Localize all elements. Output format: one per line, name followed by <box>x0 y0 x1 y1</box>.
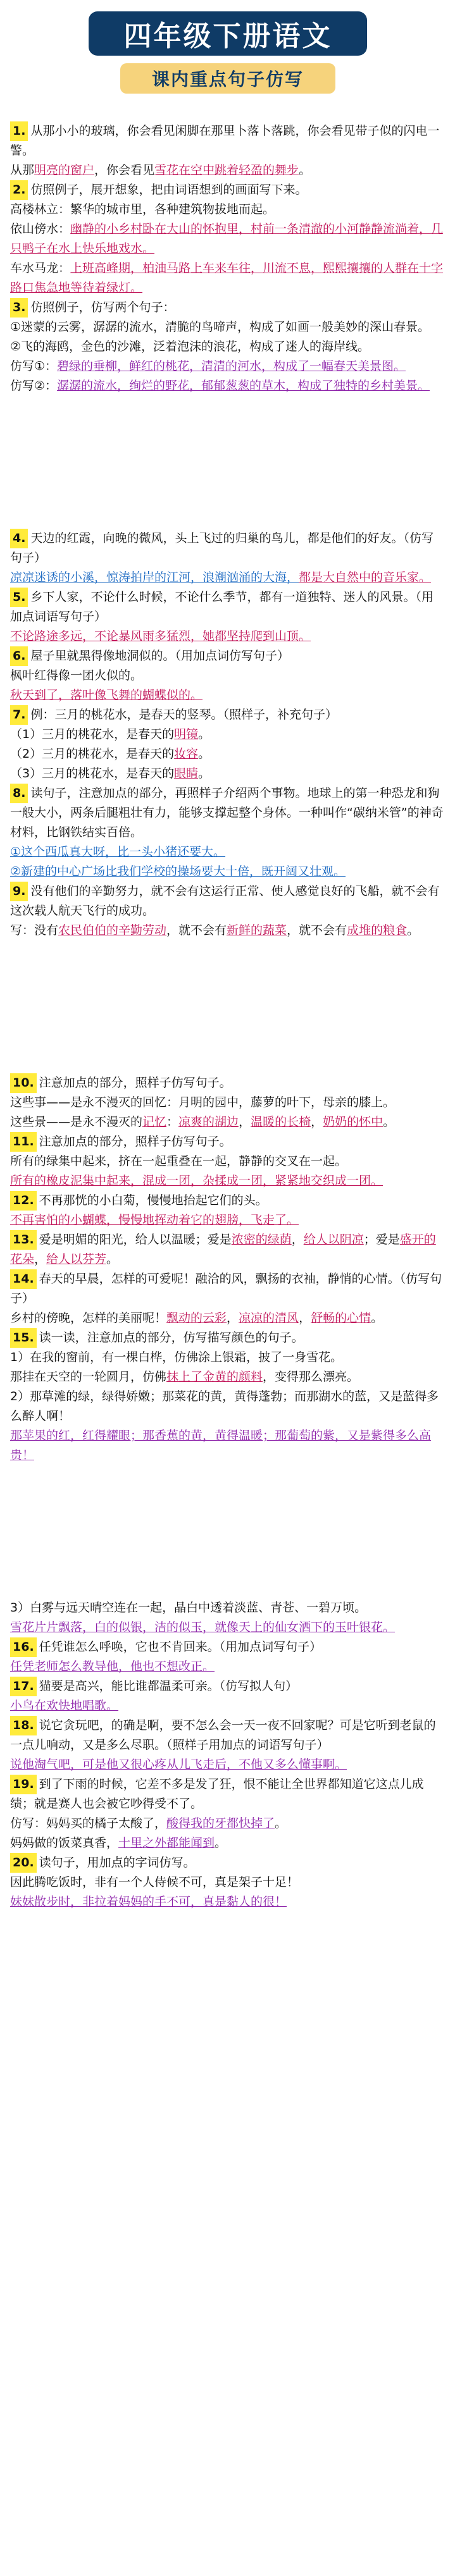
blank-space <box>10 940 445 1073</box>
answer-text: 凉凉迷诱的小溪，惊涛拍岸的江河，浪潮汹涌的大海， <box>10 570 299 584</box>
text: 。 <box>106 1252 119 1266</box>
example-line <box>10 1873 445 1892</box>
item-text: 读一读，注意加点的部分，仿写描写颜色的句子。 <box>39 1331 304 1345</box>
text: ， <box>291 1233 304 1247</box>
content <box>10 121 445 1912</box>
item-text: 读句子，用加点的字词仿写。 <box>39 1856 196 1870</box>
answer-line <box>10 686 445 705</box>
item-number: 4. <box>10 529 28 548</box>
text: （3）三月的桃花水，是春天的 <box>10 767 175 780</box>
answer-text: 农民伯伯的辛勤劳动 <box>58 923 167 937</box>
text: 。 <box>407 923 420 937</box>
item-text: 天边的红霞，向晚的微风，头上飞过的归巢的鸟儿，都是他们的好友。（仿写句子） <box>10 531 433 565</box>
example-line <box>10 1598 445 1618</box>
answer-text: 新鲜的蔬菜 <box>227 923 287 937</box>
text: ①迷蒙的云雾，潺潺的流水，清脆的鸟啼声，构成了如画一般美妙的深山春景。 <box>10 320 430 334</box>
item-number: 5. <box>10 588 28 607</box>
answer-line <box>10 1657 445 1677</box>
item-text: 没有他们的辛勤努力，就不会有这运行正常、使人感觉良好的飞船，就不会有这次载人航天飞行的成功。 <box>10 884 440 918</box>
item-number: 13. <box>10 1230 37 1250</box>
item-13 <box>10 1230 445 1269</box>
answer-line <box>10 259 445 298</box>
item-number: 11. <box>10 1132 37 1152</box>
item-number: 17. <box>10 1677 37 1696</box>
item-number: 10. <box>10 1073 37 1093</box>
text: 。 <box>299 163 311 177</box>
item-number: 7. <box>10 705 28 725</box>
blank-space <box>10 1465 445 1598</box>
example-line <box>10 337 445 357</box>
answer-line <box>10 1696 445 1716</box>
item-5 <box>10 588 445 627</box>
answer-text: 抹上了金黄的颜料 <box>166 1370 263 1384</box>
item-20 <box>10 1853 445 1873</box>
text: 。 <box>198 727 211 741</box>
item-9 <box>10 882 445 921</box>
text: ， <box>34 1252 47 1266</box>
item-number: 18. <box>10 1716 37 1735</box>
text: ，就不会有 <box>166 923 227 937</box>
answer-line <box>10 1833 445 1853</box>
item-text: 猫要是高兴，能比谁都温柔可亲。（仿写拟人句） <box>39 1679 298 1693</box>
item-text: 例：三月的桃花水，是春天的竖琴。（照样子，补充句子） <box>30 708 337 722</box>
text: 仿写①： <box>10 359 58 373</box>
item-text: 屋子里就黑得像地洞似的。（用加点词仿写句子） <box>30 649 289 663</box>
item-16 <box>10 1637 445 1657</box>
item-text: 仿照例子，展开想象，把由词语想到的画面写下来。 <box>30 183 308 197</box>
item-number: 16. <box>10 1637 37 1657</box>
text: 乡村的傍晚，怎样的美丽呢！ <box>10 1311 167 1325</box>
text: ，就不会有 <box>287 923 347 937</box>
item-text: 仿照例子，仿写两个句子： <box>30 300 175 314</box>
page-title: 四年级下册语文 <box>89 11 367 56</box>
text: 。 <box>198 747 211 761</box>
text: 依山傍水： <box>10 222 71 236</box>
text: 那挂在天空的一轮圆月，仿佛 <box>10 1370 167 1384</box>
answer-line <box>10 1618 445 1637</box>
answer-line <box>10 1211 445 1230</box>
item-number: 19. <box>10 1775 37 1794</box>
item-number: 9. <box>10 882 28 901</box>
answer-line <box>10 842 445 862</box>
text: 。 <box>275 1816 287 1830</box>
answer-text: 任凭老师怎么教导他，他也不想改正。 <box>10 1660 215 1673</box>
item-3 <box>10 298 445 317</box>
answer-text: 不论路途多远，不论暴风雨多猛烈，她都坚持爬到山顶。 <box>10 629 311 643</box>
item-6 <box>10 646 445 666</box>
answer-text: ①这个西瓜真大呀，比一头小猪还要大。 <box>10 845 226 859</box>
answer-line <box>10 725 445 744</box>
answer-text: 不再害怕的小蝴蝶，慢慢地挥动着它的翅膀，飞走了。 <box>10 1213 299 1227</box>
answer-text: 碧绿的垂柳，鲜红的桃花，清清的河水，构成了一幅春天美景图。 <box>57 359 406 373</box>
item-text: 从那小小的玻璃，你会看见闲脚在那里卜落卜落跳，你会看见带子似的闪电一警。 <box>10 124 440 157</box>
text: ， <box>299 1311 311 1325</box>
example-line <box>10 317 445 337</box>
answer-line <box>10 1426 445 1465</box>
answer-text: 给人以芬芳 <box>46 1252 107 1266</box>
text: 高楼林立：繁华的城市里，各种建筑物拔地而起。 <box>10 202 275 216</box>
item-12 <box>10 1191 445 1211</box>
answer-text: 记忆 <box>142 1115 167 1129</box>
answer-text: 小鸟在欢快地唱歌。 <box>10 1699 119 1713</box>
text: ②飞的海鸥，金色的沙滩，泛着泡沫的浪花，构成了迷人的海岸线。 <box>10 340 370 354</box>
text: ，你会看见 <box>94 163 155 177</box>
item-10 <box>10 1073 445 1093</box>
item-number: 2. <box>10 180 28 200</box>
item-text: 不再那恍的小白菊，慢慢地抬起它们的头。 <box>39 1193 268 1207</box>
text: 因此腾吃饭时，非有一个人侍候不可，真是架子十足！ <box>10 1875 299 1889</box>
answer-line <box>10 627 445 646</box>
item-text: 读句子，注意加点的部分，再照样子介绍两个事物。地球上的第一种恐龙和狗一般大小，两条后腿粗壮有力，能够支撑起整个身体。一种叫作“碳纳米管”的神奇材料，比钢铁结实百倍。 <box>10 786 444 839</box>
text: 这些事——是永不漫灭的回忆：月明的园中，藤萝的叶下，母亲的膝上。 <box>10 1095 396 1109</box>
example-line <box>10 666 445 686</box>
answer-text: 奶奶的怀中 <box>323 1115 383 1129</box>
text: ： <box>166 1115 179 1129</box>
answer-text: 雪花在空中跳着轻盈的舞步 <box>154 163 299 177</box>
answer-text: ②新建的中心广场比我们学校的操场要大十倍，既开阔又壮观。 <box>10 865 346 878</box>
text: 3）白雾与远天晴空连在一起，晶白中透着淡蓝、青苍、一碧万顷。 <box>10 1601 367 1615</box>
answer-text: 上班高峰期，柏油马路上车来车往，川流不息，熙熙攘攘的人群在十字路口焦急地等待着绿灯。 <box>10 261 444 295</box>
text: 妈妈做的饭菜真香， <box>10 1836 119 1850</box>
answer-text: 雪花片片飘落，白的似银，洁的似玉，就像天上的仙女洒下的玉叶银花。 <box>10 1620 396 1634</box>
answer-line <box>10 1814 445 1833</box>
item-number: 15. <box>10 1328 37 1348</box>
text: 仿写：妈妈买的橘子太酸了， <box>10 1816 167 1830</box>
item-text: 到了下雨的时候，它差不多是发了狂，恨不能让全世界都知道它这点儿成绩；就是赛人也会被它吵得受不了。 <box>10 1777 424 1811</box>
answer-line <box>10 921 445 940</box>
item-4 <box>10 529 445 568</box>
item-text: 说它贪玩吧，的确是啊，要不怎么会一天一夜不回家呢？可是它听到老鼠的一点儿响动，又是多么尽职。（照样子用加点的词语写句子） <box>10 1718 436 1752</box>
text: 从那 <box>10 163 35 177</box>
answer-line <box>10 1309 445 1328</box>
text: 2）那草滩的绿，绿得娇嫩；那菜花的黄，黄得蓬勃；而那湖水的蓝，又是蓝得多么醉人啊！ <box>10 1390 439 1423</box>
item-text: 爱是明媚的阳光，给人以温暖；爱是 <box>39 1233 232 1247</box>
text: 这些景——是永不漫灭的 <box>10 1115 143 1129</box>
item-19 <box>10 1775 445 1814</box>
answer-text: 眼睛 <box>174 767 199 780</box>
example-line <box>10 200 445 219</box>
answer-text: 明镜 <box>174 727 199 741</box>
item-number: 20. <box>10 1853 37 1873</box>
answer-line <box>10 161 445 180</box>
text: 所有的绿集中起来，挤在一起重叠在一起，静静的交叉在一起。 <box>10 1154 347 1168</box>
item-11 <box>10 1132 445 1152</box>
answer-text: 说他淘气吧，可是他又很心疼从儿飞走后，不他又多么懂事啊。 <box>10 1758 347 1772</box>
answer-line <box>10 1367 445 1387</box>
text: ， <box>311 1115 323 1129</box>
answer-line <box>10 219 445 259</box>
example-line <box>10 1093 445 1112</box>
text: 。 <box>215 1836 227 1850</box>
item-text: 注意加点的部分，照样子仿写句子。 <box>39 1076 232 1090</box>
text: （1）三月的桃花水，是春天的 <box>10 727 175 741</box>
example-line <box>10 1387 445 1426</box>
answer-text: 十里之外都能闻到 <box>118 1836 215 1850</box>
answer-line <box>10 376 445 396</box>
blank-space <box>10 396 445 529</box>
item-17 <box>10 1677 445 1696</box>
answer-line <box>10 568 445 588</box>
item-number: 6. <box>10 646 28 666</box>
example-line <box>10 1152 445 1171</box>
answer-line <box>10 1892 445 1912</box>
item-8 <box>10 784 445 842</box>
item-text: 春天的早晨，怎样的可爱呢！融洽的风，飘扬的衣袖，静悄的心情。（仿写句子） <box>10 1272 442 1305</box>
text: 。 <box>198 767 211 780</box>
answer-text: 妆容 <box>174 747 199 761</box>
answer-text: 温暖的长椅 <box>251 1115 311 1129</box>
answer-text: 幽静的小乡村卧在大山的怀抱里，村前一条清澈的小河静静流淌着，几只鸭子在水上快乐地戏水。 <box>10 222 444 256</box>
answer-text: 舒畅的心情 <box>311 1311 371 1325</box>
text: ，变得那么漂亮。 <box>263 1370 359 1384</box>
item-number: 3. <box>10 298 28 317</box>
item-number: 1. <box>10 121 28 141</box>
answer-text: 酸得我的牙都快掉了 <box>166 1816 275 1830</box>
item-number: 8. <box>10 784 28 803</box>
text: ， <box>227 1311 239 1325</box>
answer-text: 成堆的粮食 <box>347 923 408 937</box>
text: （2）三月的桃花水，是春天的 <box>10 747 175 761</box>
page-subtitle: 课内重点句子仿写 <box>120 63 335 94</box>
answer-text: 盛开的花朵 <box>10 1233 436 1266</box>
item-1 <box>10 121 445 161</box>
item-2 <box>10 180 445 200</box>
answer-line <box>10 862 445 882</box>
text: 。 <box>371 1311 383 1325</box>
answer-text: 秋天到了，落叶像飞舞的蝴蝶似的。 <box>10 688 203 702</box>
answer-text: 凉凉的清风 <box>239 1311 299 1325</box>
item-number: 12. <box>10 1191 37 1211</box>
answer-text: 给人以阴凉 <box>303 1233 364 1247</box>
text: 。 <box>383 1115 396 1129</box>
item-text: 任凭谁怎么呼唤，它也不肯回来。（用加点词写句子） <box>39 1640 322 1654</box>
item-14 <box>10 1269 445 1309</box>
item-15 <box>10 1328 445 1348</box>
answer-line <box>10 357 445 376</box>
text: ， <box>239 1115 251 1129</box>
answer-text: 凉爽的湖边 <box>178 1115 239 1129</box>
answer-line <box>10 1112 445 1132</box>
answer-text: 那苹果的红，红得耀眼；那香蕉的黄，黄得温暖；那葡萄的紫，又是紫得多么高贵！ <box>10 1429 432 1462</box>
answer-text: 潺潺的流水，绚烂的野花，郁郁葱葱的草木，构成了独特的乡村美景。 <box>57 379 430 393</box>
answer-line <box>10 1171 445 1191</box>
answer-line <box>10 764 445 784</box>
answer-text: 浓密的绿荫 <box>231 1233 292 1247</box>
item-text: 注意加点的部分，照样子仿写句子。 <box>39 1135 232 1149</box>
example-line <box>10 1348 445 1367</box>
item-text: 乡下人家，不论什么时候，不论什么季节，都有一道独特、迷人的风景。（用加点词语写句子） <box>10 590 433 624</box>
answer-text: 妹妹散步时，非拉着妈妈的手不可，真是黏人的很！ <box>10 1895 287 1909</box>
answer-text: 都是大自然中的音乐家。 <box>299 570 432 584</box>
item-7 <box>10 705 445 725</box>
text: 车水马龙： <box>10 261 71 275</box>
item-18 <box>10 1716 445 1755</box>
text: 仿写②： <box>10 379 58 393</box>
answer-line <box>10 1755 445 1775</box>
answer-text: 飘动的云彩 <box>166 1311 227 1325</box>
answer-text: 明亮的窗户 <box>34 163 95 177</box>
item-number: 14. <box>10 1269 37 1289</box>
answer-text: 所有的橡皮泥集中起来，混成一团，杂揉成一团，紧紧地交织成一团。 <box>10 1174 383 1188</box>
text: ；爱是 <box>363 1233 400 1247</box>
answer-line <box>10 744 445 764</box>
text: 写：没有 <box>10 923 59 937</box>
text: 1）在我的窗前，有一棵白桦，仿佛涂上银霜，披了一身雪花。 <box>10 1350 343 1364</box>
text: 枫叶红得像一团火似的。 <box>10 669 143 682</box>
